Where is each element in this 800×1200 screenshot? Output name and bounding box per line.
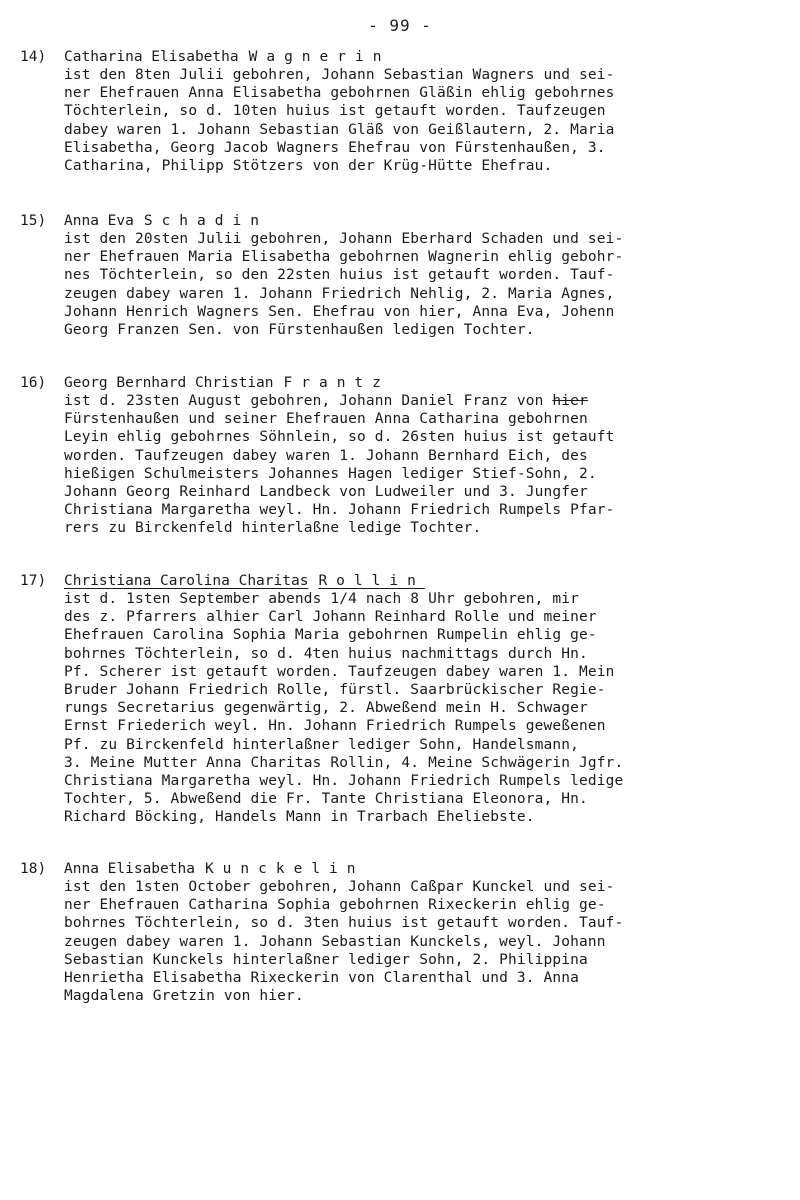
entry-text-line: Christiana Margaretha weyl. Hn. Johann Friedrich Rumpels ledige [64,773,624,790]
entry-text-line: ner Ehefrauen Catharina Sophia gebohrnen Rixeckerin ehlig ge- [64,897,606,914]
entry-text-line: ist d. 1sten September abends 1/4 nach 8 Uhr gebohren, mir [64,591,580,607]
entry-text-line: ist den 20sten Julii gebohren, Johann Eberhard Schaden und sei- [64,231,624,247]
entry-text-line: Bruder Johann Friedrich Rolle, fürstl. Saarbrückischer Regie- [64,682,606,699]
entry-text-line: worden. Taufzeugen dabey waren 1. Johann Bernhard Eich, des [64,447,588,464]
entry-text-line: nes Töchterlein, so den 22sten huius ist getauft worden. Tauf- [64,267,615,284]
entry-text-line: rers zu Birckenfeld hinterlaßne ledige Tochter. [64,520,482,537]
entry-text-line: Pf. Scherer ist getauft worden. Taufzeugen dabey waren 1. Mein [64,663,615,680]
entry-text-line: ner Ehefrauen Anna Elisabetha gebohrnen Gläßin ehlig gebohrnes [64,85,615,102]
entry-number: 16) [20,375,47,391]
entry-text-line [64,392,780,410]
entry-text-line: Ehefrauen Carolina Sophia Maria gebohrnen Rumpelin ehlig ge- [64,627,597,644]
entry-text-line: Richard Böcking, Handels Mann in Trarbach Eheliebste. [64,809,535,826]
page-number: - 99 - [368,16,432,35]
given-names: Anna Eva [64,213,134,229]
entry-text-line: Georg Franzen Sen. von Fürstenhaußen ledigen Tochter. [64,322,535,339]
entry-text-line: Henrietha Elisabetha Rixeckerin von Clarenthal und 3. Anna [64,970,580,987]
entry-text-line: ist den 1sten October gebohren, Johann Caßpar Kunckel und sei- [64,879,615,895]
entry-text-line: hießigen Schulmeisters Johannes Hagen lediger Stief-Sohn, 2. [64,465,597,482]
given-names: Anna Elisabetha [64,861,195,877]
entry-text-line: Leyin ehlig gebohrnes Söhnlein, so d. 26sten huius ist getauft [64,429,615,446]
entry-text-line: Magdalena Gretzin von hier. [64,988,304,1005]
entry-text-line: ner Ehefrauen Maria Elisabetha gebohrnen Wagnerin ehlig gebohr- [64,249,624,266]
baptism-entry [20,374,780,538]
entry-text-line: Christiana Margaretha weyl. Hn. Johann Friedrich Rumpels Pfar- [64,502,615,519]
entry-number: 14) [20,49,47,65]
surname: Frantz [283,375,390,391]
entry-text-line: zeugen dabey waren 1. Johann Sebastian Kunckels, weyl. Johann [64,933,606,950]
entry-text-line: Elisabetha, Georg Jacob Wagners Ehefrau von Fürstenhaußen, 3. [64,139,606,156]
given-names: Christiana Carolina Charitas [64,573,309,589]
entry-heading [20,572,780,590]
entry-text-line: Johann Georg Reinhard Landbeck von Ludweiler und 3. Jungfer [64,484,588,501]
entry-text-line: Sebastian Kunckels hinterlaßner lediger Sohn, 2. Philippina [64,951,588,968]
entry-text-line: bohrnes Töchterlein, so d. 4ten huius nachmittags durch Hn. [64,645,588,662]
surname: Rollin [318,573,425,589]
given-names: Catharina Elisabetha [64,49,239,65]
entry-number: 15) [20,213,47,229]
entry-number: 17) [20,573,47,589]
struck-out-word: hier [552,393,588,409]
entry-text-line: Ernst Friederich weyl. Hn. Johann Friedrich Rumpels geweßenen [64,718,606,735]
entry-text-line: Johann Henrich Wagners Sen. Ehefrau von hier, Anna Eva, Johenn [64,303,615,320]
baptism-entry [20,572,780,827]
given-names: Georg Bernhard Christian [64,375,274,391]
entry-number: 18) [20,861,47,877]
entry-text-line: Tochter, 5. Abweßend die Fr. Tante Christiana Eleonora, Hn. [64,791,588,808]
entry-text-line: Pf. zu Birckenfeld hinterlaßner lediger Sohn, Handelsmann, [64,736,580,753]
baptism-entry [20,212,780,339]
entry-text-line: Fürstenhaußen und seiner Ehefrauen Anna Catharina gebohrnen [64,411,588,428]
baptism-entry [20,860,780,1005]
entry-text-line: Töchterlein, so d. 10ten huius ist getauft worden. Taufzeugen [64,103,606,120]
surname: Schadin [143,213,268,229]
entry-text-line: ist den 8ten Julii gebohren, Johann Sebastian Wagners und sei- [64,67,615,83]
entry-text-line: 3. Meine Mutter Anna Charitas Rollin, 4. Meine Schwägerin Jgfr. [64,754,624,771]
entry-text-line: dabey waren 1. Johann Sebastian Gläß von Geißlautern, 2. Maria [64,121,615,138]
entry-text-line: Catharina, Philipp Stötzers von der Krüg-Hütte Ehefrau. [64,158,553,175]
baptism-entry [20,48,780,175]
entry-text-line: zeugen dabey waren 1. Johann Friedrich Nehlig, 2. Maria Agnes, [64,285,615,302]
entry-text-line: rungs Secretarius gegenwärtig, 2. Abweßend mein H. Schwager [64,700,588,717]
entry-heading [20,860,780,878]
surname: Wagnerin [248,49,391,65]
entry-text-line: des z. Pfarrers alhier Carl Johann Reinhard Rolle und meiner [64,609,597,626]
entry-text-segment: ist d. 23sten August gebohren, Johann Daniel Franz von [64,393,553,409]
entry-heading [20,212,780,230]
surname: Kunckelin [204,861,365,877]
entry-heading [20,48,780,66]
entry-text-line: bohrnes Töchterlein, so d. 3ten huius ist getauft worden. Tauf- [64,915,624,932]
entry-heading [20,374,780,392]
